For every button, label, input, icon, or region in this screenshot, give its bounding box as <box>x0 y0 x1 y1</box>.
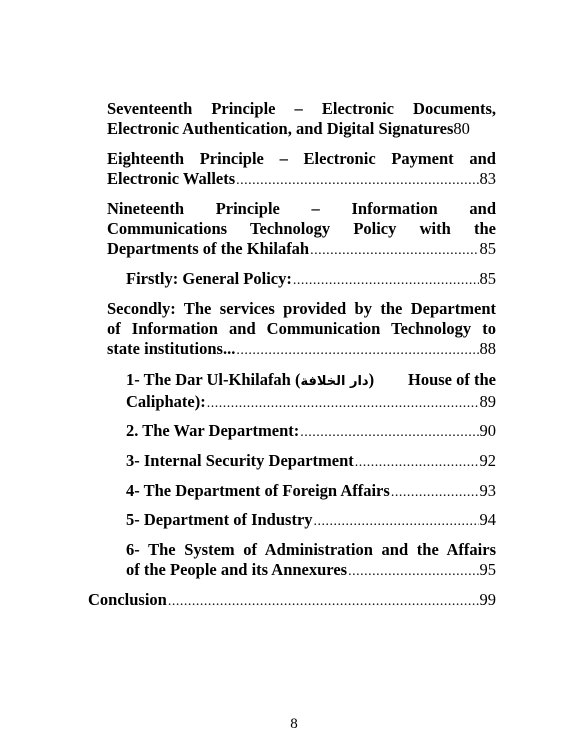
toc-entry-war-department <box>126 421 496 443</box>
toc-entry-last-line <box>107 339 496 361</box>
toc-entry-last-line <box>126 560 496 582</box>
toc-entry-line: Caliphate): <box>126 392 206 411</box>
toc-entry-seventeenth-principle <box>107 99 496 139</box>
toc-entry-industry <box>126 510 496 532</box>
dot-leader <box>168 592 479 612</box>
toc-entry-nineteenth-principle <box>107 199 496 261</box>
toc-entry-line: 5- Department of Industry <box>126 510 313 529</box>
toc-entry-line: Seventeenth Principle – Electronic Documents, <box>107 99 496 118</box>
toc-entry-line: 2. The War Department: <box>126 421 300 440</box>
toc-entry-last-line <box>126 510 496 532</box>
toc-entry-line: Communications Technology Policy with the <box>107 219 496 238</box>
dot-leader <box>300 423 478 443</box>
arabic-text: دار الخلافة <box>300 374 369 389</box>
page-ref: 89 <box>479 392 496 411</box>
toc-entry-text: 1- The Dar Ul-Khilafah ( <box>126 370 301 389</box>
toc-entry-text: House of the <box>408 370 496 389</box>
toc-entry-system-of-administration <box>126 540 496 582</box>
dot-leader <box>355 453 479 473</box>
dot-leader <box>236 171 478 191</box>
toc-entry-line: 4- The Department of Foreign Affairs <box>126 481 390 500</box>
toc-entry-last-line <box>107 119 496 139</box>
page-ref: 83 <box>479 169 496 188</box>
toc-entry-line: 3- Internal Security Department <box>126 451 354 470</box>
toc-entry-line: of the People and its Annexures <box>126 560 348 579</box>
toc-entry-line: Electronic Wallets <box>107 169 236 188</box>
toc-entry-line: Conclusion <box>88 590 167 609</box>
page-ref: 92 <box>479 451 496 470</box>
dot-leader <box>236 341 478 361</box>
toc-entry-line: Electronic Authentication, and Digital Signatures <box>107 119 454 138</box>
toc-entry-last-line <box>126 392 496 414</box>
page-ref: 94 <box>479 510 496 529</box>
dot-leader <box>293 271 479 291</box>
toc-entry-firstly-general-policy <box>126 269 496 291</box>
page-ref: 95 <box>479 560 496 579</box>
toc-entry-line: state institutions... <box>107 339 236 358</box>
toc-entry-first-line <box>126 370 496 392</box>
toc-entry-line: Eighteenth Principle – Electronic Payment and <box>107 149 496 168</box>
toc-entry-last-line <box>126 451 496 473</box>
page-ref: 90 <box>479 421 496 440</box>
dot-leader <box>310 241 478 261</box>
toc-entry-line: of Information and Communication Technology to <box>107 319 496 338</box>
toc-entry-dar-ul-khilafah <box>126 370 496 414</box>
toc-entry-conclusion <box>88 590 496 612</box>
toc-entry-last-line <box>126 269 496 291</box>
toc-entry-secondly-services <box>107 299 496 361</box>
dot-leader <box>348 562 478 582</box>
page-number: 8 <box>290 716 298 732</box>
toc-entry-last-line <box>126 481 496 503</box>
dot-leader <box>314 512 479 532</box>
toc-entry-last-line <box>88 590 496 612</box>
dot-leader <box>391 483 479 503</box>
toc-entry-last-line <box>107 239 496 261</box>
toc-entry-eighteenth-principle <box>107 149 496 191</box>
page-ref: 99 <box>479 590 496 609</box>
toc-entry-line: 6- The System of Administration and the Affairs <box>126 540 496 559</box>
page-ref: 85 <box>479 269 496 288</box>
page-ref: 93 <box>479 481 496 500</box>
page-ref: 80 <box>453 119 470 138</box>
toc-entry-last-line <box>126 421 496 443</box>
toc-entry-line: Departments of the Khilafah <box>107 239 310 258</box>
toc-entry-foreign-affairs <box>126 481 496 503</box>
dot-leader <box>207 394 479 414</box>
toc-entry-line: Secondly: The services provided by the Department <box>107 299 496 318</box>
toc-entry-internal-security <box>126 451 496 473</box>
toc-entry-line: Firstly: General Policy: <box>126 269 292 288</box>
toc-entry-last-line <box>107 169 496 191</box>
page-ref: 88 <box>479 339 496 358</box>
page-ref: 85 <box>479 239 496 258</box>
toc-entry-line-start: 1- The Dar Ul-Khilafah (دار الخلافة) <box>126 370 375 389</box>
toc-entry-line: Nineteenth Principle – Information and <box>107 199 496 218</box>
